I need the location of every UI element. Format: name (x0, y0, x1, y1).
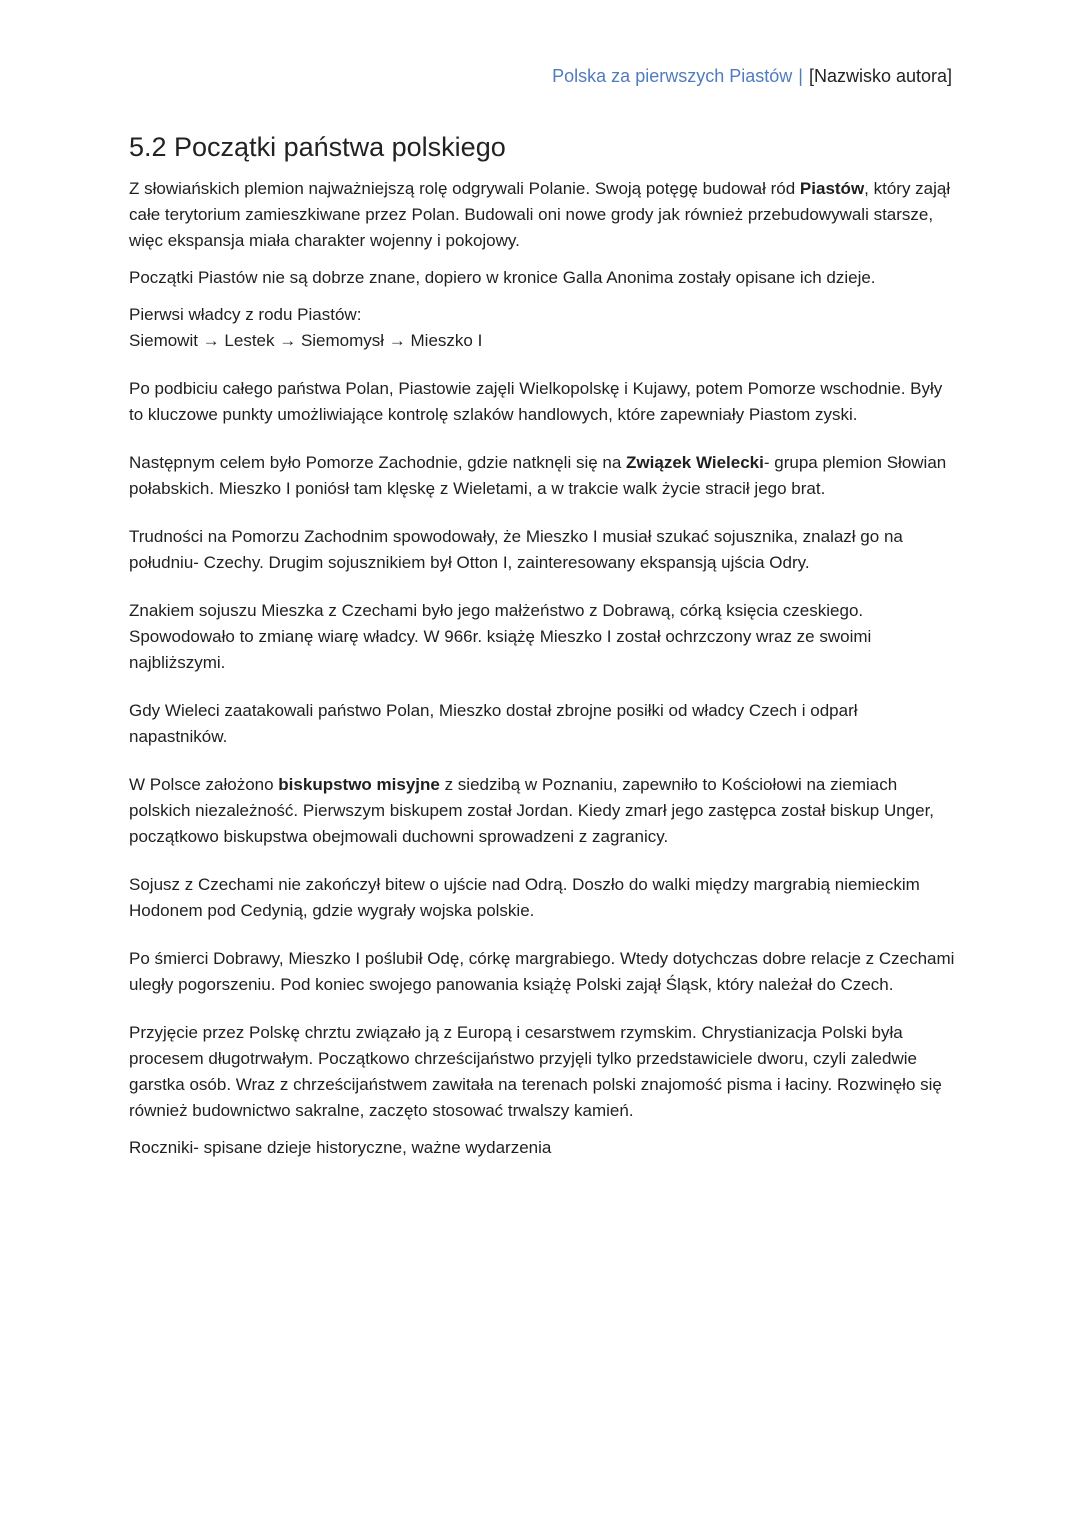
paragraph-chrzest: Znakiem sojuszu Mieszka z Czechami było jego małżeństwo z Dobrawą, córką księcia czeskiego. Spowodowało to zmianę wiarę władcy. W 966r. książę Mieszko I został ochrzczony wraz ze swoimi najbliższymi. (129, 601, 872, 672)
header-separator: | (798, 66, 803, 86)
paragraph-wladcy (129, 302, 959, 354)
paragraph-biskupstwo (129, 772, 959, 850)
page-header (552, 64, 952, 88)
text-run: W Polsce założono (129, 775, 279, 794)
text-run: Z słowiańskich plemion najważniejszą rolę odgrywali Polanie. Swoją potęgę budował ród (129, 179, 800, 198)
text-run: Następnym celem było Pomorze Zachodnie, gdzie natknęli się na (129, 453, 627, 472)
paragraph-wieleci: Gdy Wieleci zaatakowali państwo Polan, Mieszko dostał zbrojne posiłki od władcy Czech i odparł napastników. (129, 701, 858, 746)
paragraph-cedynia: Sojusz z Czechami nie zakończył bitew o ujście nad Odrą. Doszło do walki między margrabią niemieckim Hodonem pod Cedynią, gdzie wygrały wojska polskie. (129, 875, 920, 920)
section-heading: 5.2 Początki państwa polskiego (129, 132, 506, 162)
paragraph-chrystianizacja: Przyjęcie przez Polskę chrztu związało ją z Europą i cesarstwem rzymskim. Chrystianizacja Polski była procesem długotrwałym. Początkowo chrześcijaństwo przyjęli tylko przedstawiciele dworu, czyli zaledwie garstka osób. Wraz z chrześcijaństwem zawitała na terenach polski znajomość pisma i łaciny. Rozwinęło się również budownictwo sakralne, zaczęto stosować trwalszy kamień. (129, 1023, 942, 1120)
header-author: [Nazwisko autora] (808, 66, 952, 86)
paragraph-polanie (129, 176, 959, 254)
text-run: z siedzibą w Poznaniu, zapewniło to Kościołowi na ziemiach polskich niezależność. Pierwszym biskupem został Jordan. Kiedy zmarł jego zastępca został biskup Unger, początkowo biskupstwa obejmowali duchowni sprowadzeni z zagranicy. (129, 775, 935, 846)
paragraph-oda: Po śmierci Dobrawy, Mieszko I poślubił Odę, córkę margrabiego. Wtedy dotychczas dobre relacje z Czechami uległy pogorszeniu. Pod koniec swojego panowania książę Polski zajął Śląsk, który należał do Czech. (129, 949, 955, 994)
paragraph-sojusznicy: Trudności na Pomorzu Zachodnim spowodowały, że Mieszko I musiał szukać sojusznika, znalazł go na południu- Czechy. Drugim sojusznikiem był Otton I, zainteresowany ekspansją ujścia Odry. (129, 527, 903, 572)
paragraph-pomorze-zachodnie (129, 450, 959, 502)
rulers-list: Siemowit → Lestek → Siemomysł → Mieszko I (129, 331, 483, 350)
header-title: Polska za pierwszych Piastów (552, 66, 793, 86)
document-body (129, 128, 959, 1161)
paragraph-roczniki: Roczniki- spisane dzieje historyczne, ważne wydarzenia (129, 1138, 552, 1157)
text-run: , który zajął całe terytorium zamieszkiwane przez Polan. Budowali oni nowe grody jak również przebudowywali starsze, więc ekspansja miała charakter wojenny i pokojowy. (129, 179, 951, 250)
paragraph-podboje: Po podbiciu całego państwa Polan, Piastowie zajęli Wielkopolskę i Kujawy, potem Pomorze wschodnie. Były to kluczowe punkty umożliwiające kontrolę szlaków handlowych, które zapewniały Piastom zyski. (129, 379, 943, 424)
bold-term-biskupstwo-misyjne: biskupstwo misyjne (278, 775, 440, 794)
bold-term-zwiazek-wielecki: Związek Wielecki (626, 453, 764, 472)
bold-term-piastow: Piastów (799, 179, 865, 198)
text-run: - grupa plemion Słowian połabskich. Mieszko I poniósł tam klęskę z Wieletami, a w trakcie walk życie stracił jego brat. (129, 453, 947, 498)
rulers-intro: Pierwsi władcy z rodu Piastów: (129, 305, 362, 324)
paragraph-poczatki: Początki Piastów nie są dobrze znane, dopiero w kronice Galla Anonima zostały opisane ich dzieje. (129, 268, 876, 287)
